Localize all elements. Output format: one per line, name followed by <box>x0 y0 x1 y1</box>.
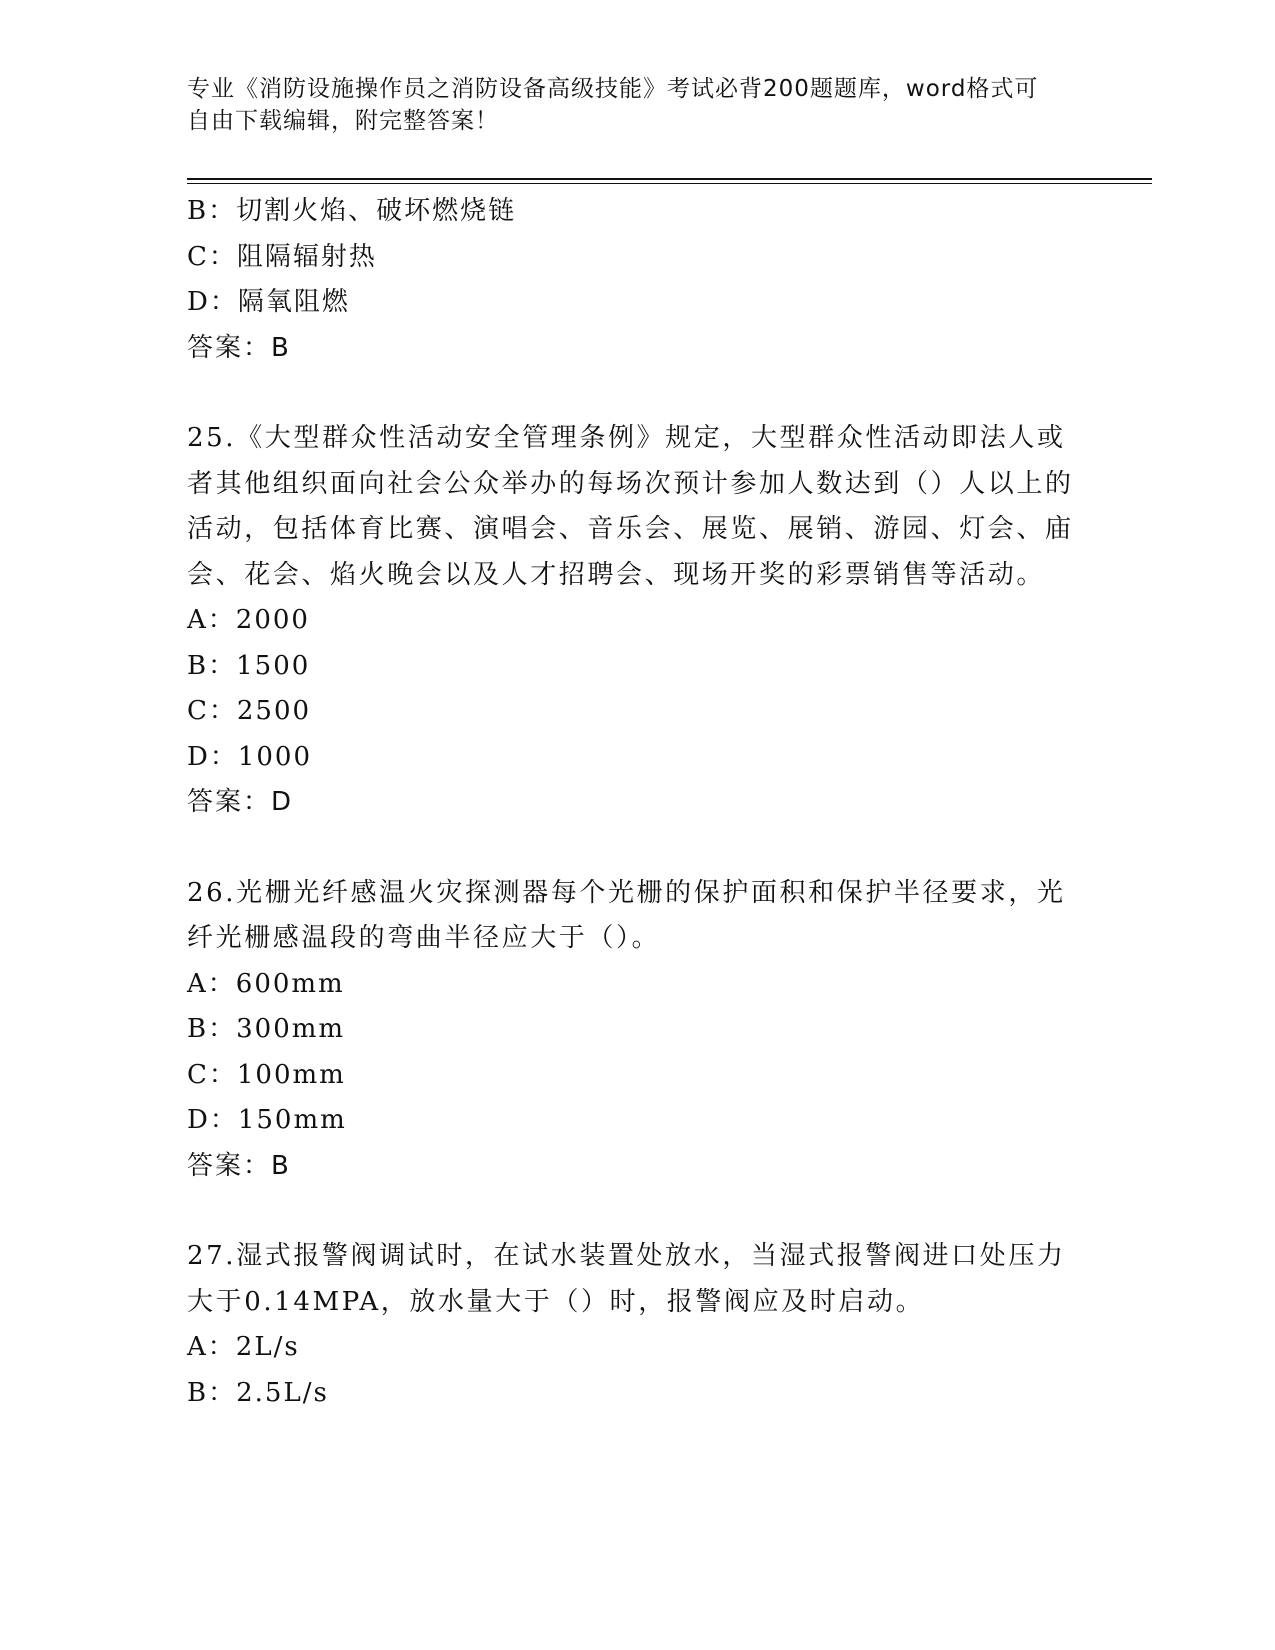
header-divider-thick <box>187 178 1152 180</box>
option-a: A：600mm <box>187 968 345 999</box>
document-header <box>187 73 1087 137</box>
header-line-1: 专业《消防设施操作员之消防设备高级技能》考试必背200题题库，word格式可 <box>187 76 1039 102</box>
option-d: D：1000 <box>187 741 313 772</box>
option-b: B：1500 <box>187 650 311 681</box>
option-c: C：2500 <box>187 696 312 726</box>
option-b: B：切割火焰、破坏燃烧链 <box>187 196 517 226</box>
question-25 <box>187 416 1087 826</box>
answer-line: 答案：B <box>187 1150 291 1181</box>
question-24-tail <box>187 189 1087 371</box>
option-b: B：2.5L/s <box>187 1377 329 1408</box>
option-d: D：隔氧阻燃 <box>187 287 350 317</box>
question-26 <box>187 871 1087 1190</box>
question-stem: 27.湿式报警阀调试时，在试水装置处放水，当湿式报警阀进口处压力大于0.14MPA，放水量大于（）时，报警阀应及时启动。 <box>187 1241 1066 1317</box>
question-stem: 25.《大型群众性活动安全管理条例》规定，大型群众性活动即法人或者其他组织面向社会公众举办的每场次预计参加人数达到（）人以上的活动，包括体育比赛、演唱会、音乐会、展览、展销、游园、灯会、庙会、花会、焰火晚会以及人才招聘会、现场开奖的彩票销售等活动。 <box>187 423 1074 590</box>
option-b: B：300mm <box>187 1014 346 1044</box>
question-27 <box>187 1234 1087 1416</box>
option-c: C：阻隔辐射热 <box>187 241 377 272</box>
option-a: A：2L/s <box>187 1332 300 1362</box>
header-divider-thin <box>187 183 1152 184</box>
question-content <box>187 189 1087 1416</box>
header-line-2: 自由下载编辑，附完整答案！ <box>187 108 499 134</box>
option-d: D：150mm <box>187 1105 347 1135</box>
answer-line: 答案：B <box>187 332 291 363</box>
question-stem: 26.光栅光纤感温火灾探测器每个光栅的保护面积和保护半径要求，光纤光栅感温段的弯曲半径应大于（）。 <box>187 877 1066 953</box>
option-a: A：2000 <box>187 605 310 635</box>
answer-line: 答案：D <box>187 787 294 817</box>
option-c: C：100mm <box>187 1059 346 1090</box>
